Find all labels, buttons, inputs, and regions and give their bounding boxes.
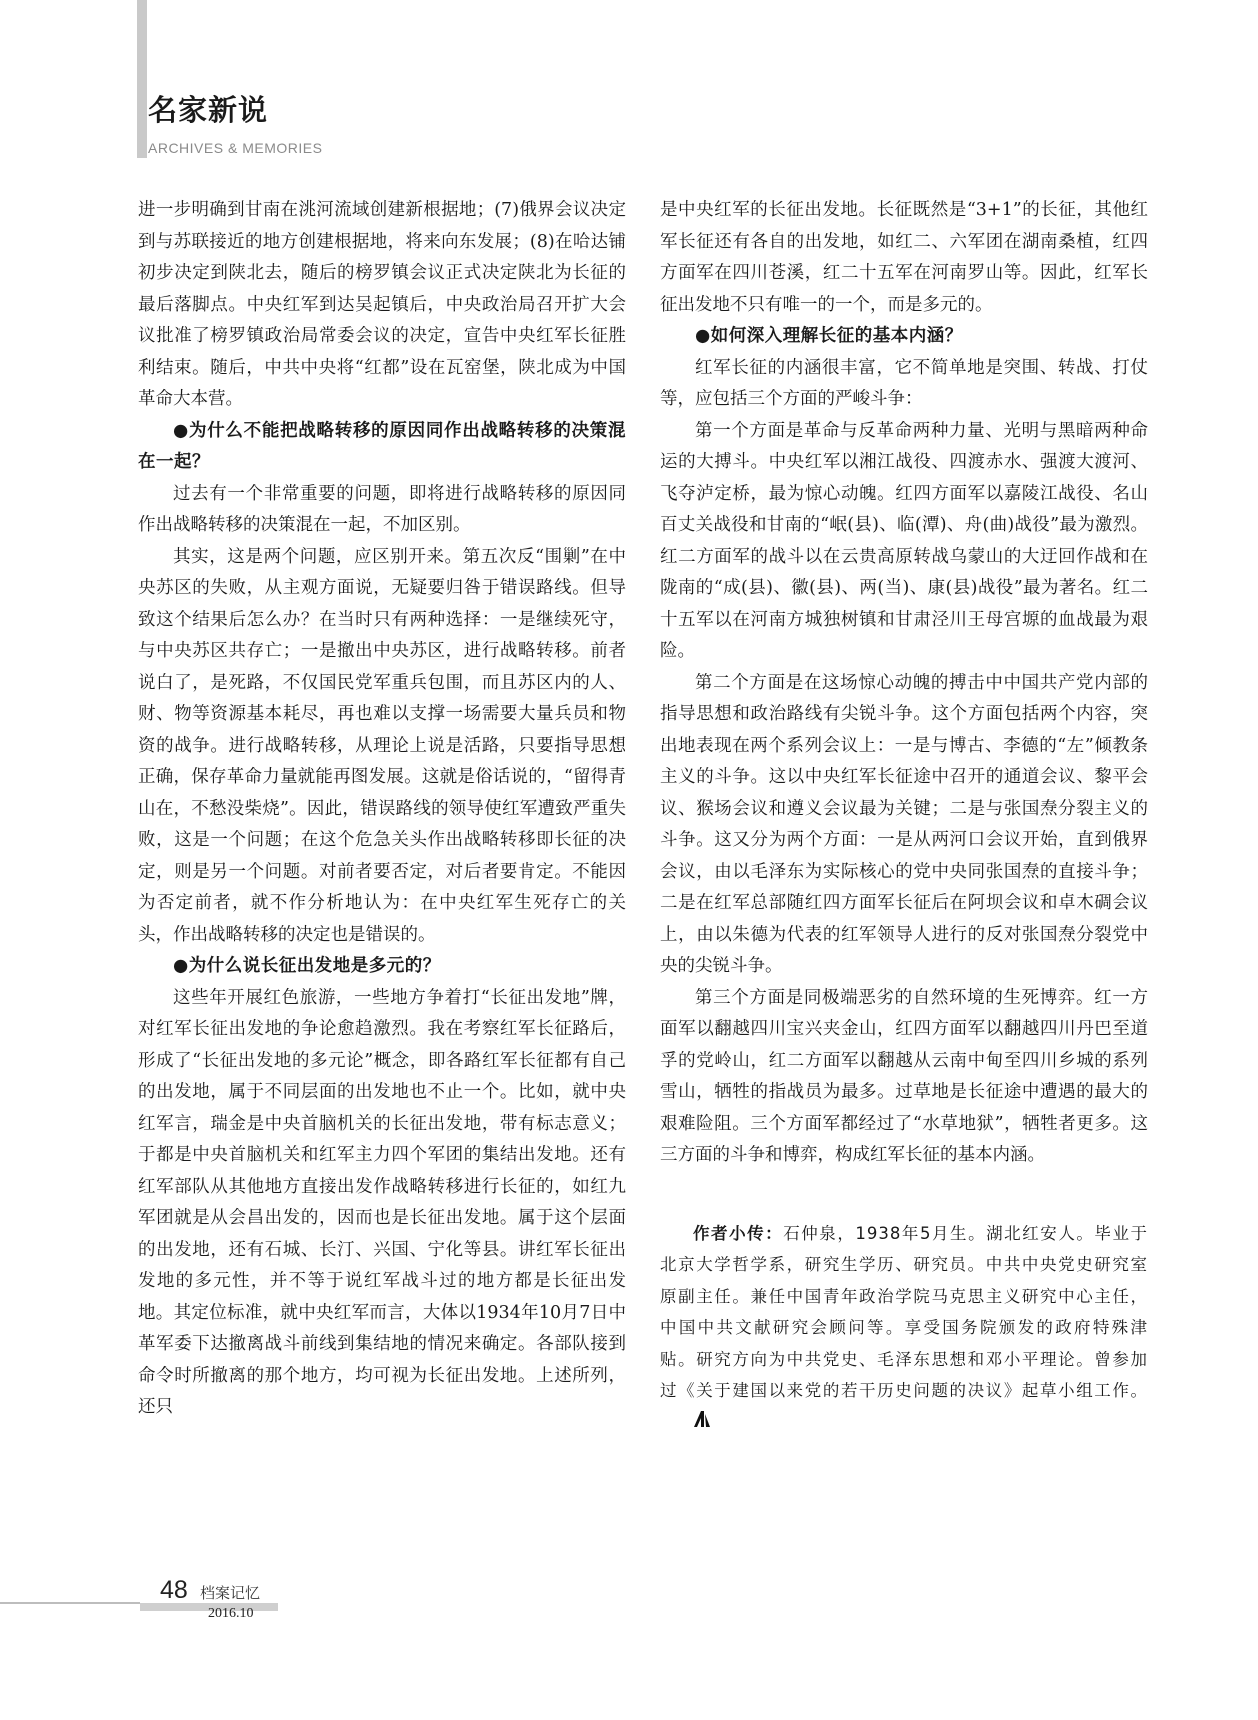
header-side-bar [137, 0, 147, 158]
section-title: 名家新说 [148, 93, 269, 127]
right-column [660, 195, 1148, 1439]
author-bio-text: 石仲泉，1938年5月生。湖北红安人。毕业于北京大学哲学系，研究生学历、研究员。中共中央党史研究室原副主任。兼任中国青年政治学院马克思主义研究中心主任，中国中共文献研究会顾问等。享受国务院颁发的政府特殊津贴。研究方向为中共党史、毛泽东思想和邓小平理论。曾参加过《关于建国以来党的若干历史问题的决议》起草小组工作。 [660, 1223, 1148, 1400]
paragraph: 进一步明确到甘南在洮河流域创建新根据地；(7)俄界会议决定到与苏联接近的地方创建根据地，将来向东发展；(8)在哈达铺初步决定到陕北去，随后的榜罗镇会议正式决定陕北为长征的最后落脚点。中央红军到达吴起镇后，中央政治局召开扩大会议批准了榜罗镇政治局常委会议的决定，宣告中央红军长征胜利结束。随后，中共中央将“红都”设在瓦窑堡，陕北成为中国革命大本营。 [138, 200, 626, 409]
section-subtitle: ARCHIVES & MEMORIES [148, 140, 323, 156]
magazine-name: 档案记忆 [200, 1584, 261, 1602]
author-bio-label: 作者小传： [693, 1223, 784, 1243]
paragraph: 是中央红军的长征出发地。长征既然是“3+1”的长征，其他红军长征还有各自的出发地，如红二、六军团在湖南桑植，红四方面军在四川苍溪，红二十五军在河南罗山等。因此，红军长征出发地不只有唯一的一个，而是多元的。 [660, 200, 1148, 315]
left-column [138, 195, 626, 1424]
paragraph: 这些年开展红色旅游，一些地方争着打“长征出发地”牌，对红军长征出发地的争论愈趋激烈。我在考察红军长征路后，形成了“长征出发地的多元论”概念，即各路红军长征都有自己的出发地，属于不同层面的出发地也不止一个。比如，就中央红军言，瑞金是中央首脑机关的长征出发地，带有标志意义；于都是中央首脑机关和红军主力四个军团的集结出发地。还有红军部队从其他地方直接出发作战略转移进行长征的，如红九军团就是从会昌出发的，因而也是长征出发地。属于这个层面的出发地，还有石城、长汀、兴国、宁化等县。讲红军长征出发地的多元性，并不等于说红军战斗过的地方都是长征出发地。其定位标准，就中央红军而言，大体以1934年10月7日中革军委下达撤离战斗前线到集结地的情况来确定。各部队接到命令时所撤离的那个地方，均可视为长征出发地。上述所列，还只 [138, 987, 626, 1417]
question-heading: ●为什么说长征出发地是多元的？ [173, 956, 441, 976]
paragraph: 红军长征的内涵很丰富，它不简单地是突围、转战、打仗等，应包括三个方面的严峻斗争： [660, 357, 1148, 409]
paragraph: 过去有一个非常重要的问题，即将进行战略转移的原因同作出战略转移的决策混在一起，不加区别。 [138, 483, 626, 535]
paragraph: 第一个方面是革命与反革命两种力量、光明与黑暗两种命运的大搏斗。中央红军以湘江战役、四渡赤水、强渡大渡河、飞夺泸定桥，最为惊心动魄。红四方面军以嘉陵江战役、名山百丈关战役和甘南的“岷(县)、临(潭)、舟(曲)战役”最为激烈。红二方面军的战斗以在云贵高原转战乌蒙山的大迂回作战和在陇南的“成(县)、徽(县)、两(当)、康(县)战役”最为著名。红二十五军以在河南方城独树镇和甘肃泾川王母宫塬的血战最为艰险。 [660, 420, 1148, 661]
footer-rule [0, 1602, 140, 1604]
page-number: 48 [160, 1576, 188, 1604]
paragraph: 其实，这是两个问题，应区别开来。第五次反“围剿”在中央苏区的失败，从主观方面说，无疑要归咎于错误路线。但导致这个结果后怎么办？在当时只有两种选择：一是继续死守，与中央苏区共存亡；一是撤出中央苏区，进行战略转移。前者说白了，是死路，不仅国民党军重兵包围，而且苏区内的人、财、物等资源基本耗尽，再也难以支撑一场需要大量兵员和物资的战争。进行战略转移，从理论上说是活路，只要指导思想正确，保存革命力量就能再图发展。这就是俗话说的，“留得青山在，不愁没柴烧”。因此，错误路线的领导使红军遭致严重失败，这是一个问题；在这个危急关头作出战略转移即长征的决定，则是另一个问题。对前者要否定，对后者要肯定。不能因为否定前者，就不作分析地认为：在中央红军生死存亡的关头，作出战略转移的决定也是错误的。 [138, 546, 626, 945]
paragraph: 第二个方面是在这场惊心动魄的搏击中中国共产党内部的指导思想和政治路线有尖锐斗争。这个方面包括两个内容，突出地表现在两个系列会议上：一是与博古、李德的“左”倾教条主义的斗争。这以中央红军长征途中召开的通道会议、黎平会议、猴场会议和遵义会议最为关键；二是与张国焘分裂主义的斗争。这又分为两个方面：一是从两河口会议开始，直到俄界会议，由以毛泽东为实际核心的党中央同张国焘的直接斗争；二是在红军总部随红四方面军长征后在阿坝会议和卓木碉会议上，由以朱德为代表的红军领导人进行的反对张国焘分裂党中央的尖锐斗争。 [660, 672, 1148, 976]
question-heading: ●为什么不能把战略转移的原因同作出战略转移的决策混在一起？ [138, 420, 626, 472]
question-heading: ●如何深入理解长征的基本内涵？ [695, 326, 963, 346]
end-mark-icon [660, 1407, 711, 1439]
author-bio [660, 1218, 1148, 1439]
paragraph: 第三个方面是同极端恶劣的自然环境的生死博弈。红一方面军以翻越四川宝兴夹金山，红四方面军以翻越四川丹巴至道孚的党岭山，红二方面军以翻越从云南中甸至四川乡城的系列雪山，牺牲的指战员为最多。过草地是长征途中遭遇的最大的艰难险阻。三个方面军都经过了“水草地狱”，牺牲者更多。这三方面的斗争和博弈，构成红军长征的基本内涵。 [660, 987, 1148, 1165]
issue-date: 2016.10 [208, 1606, 254, 1621]
